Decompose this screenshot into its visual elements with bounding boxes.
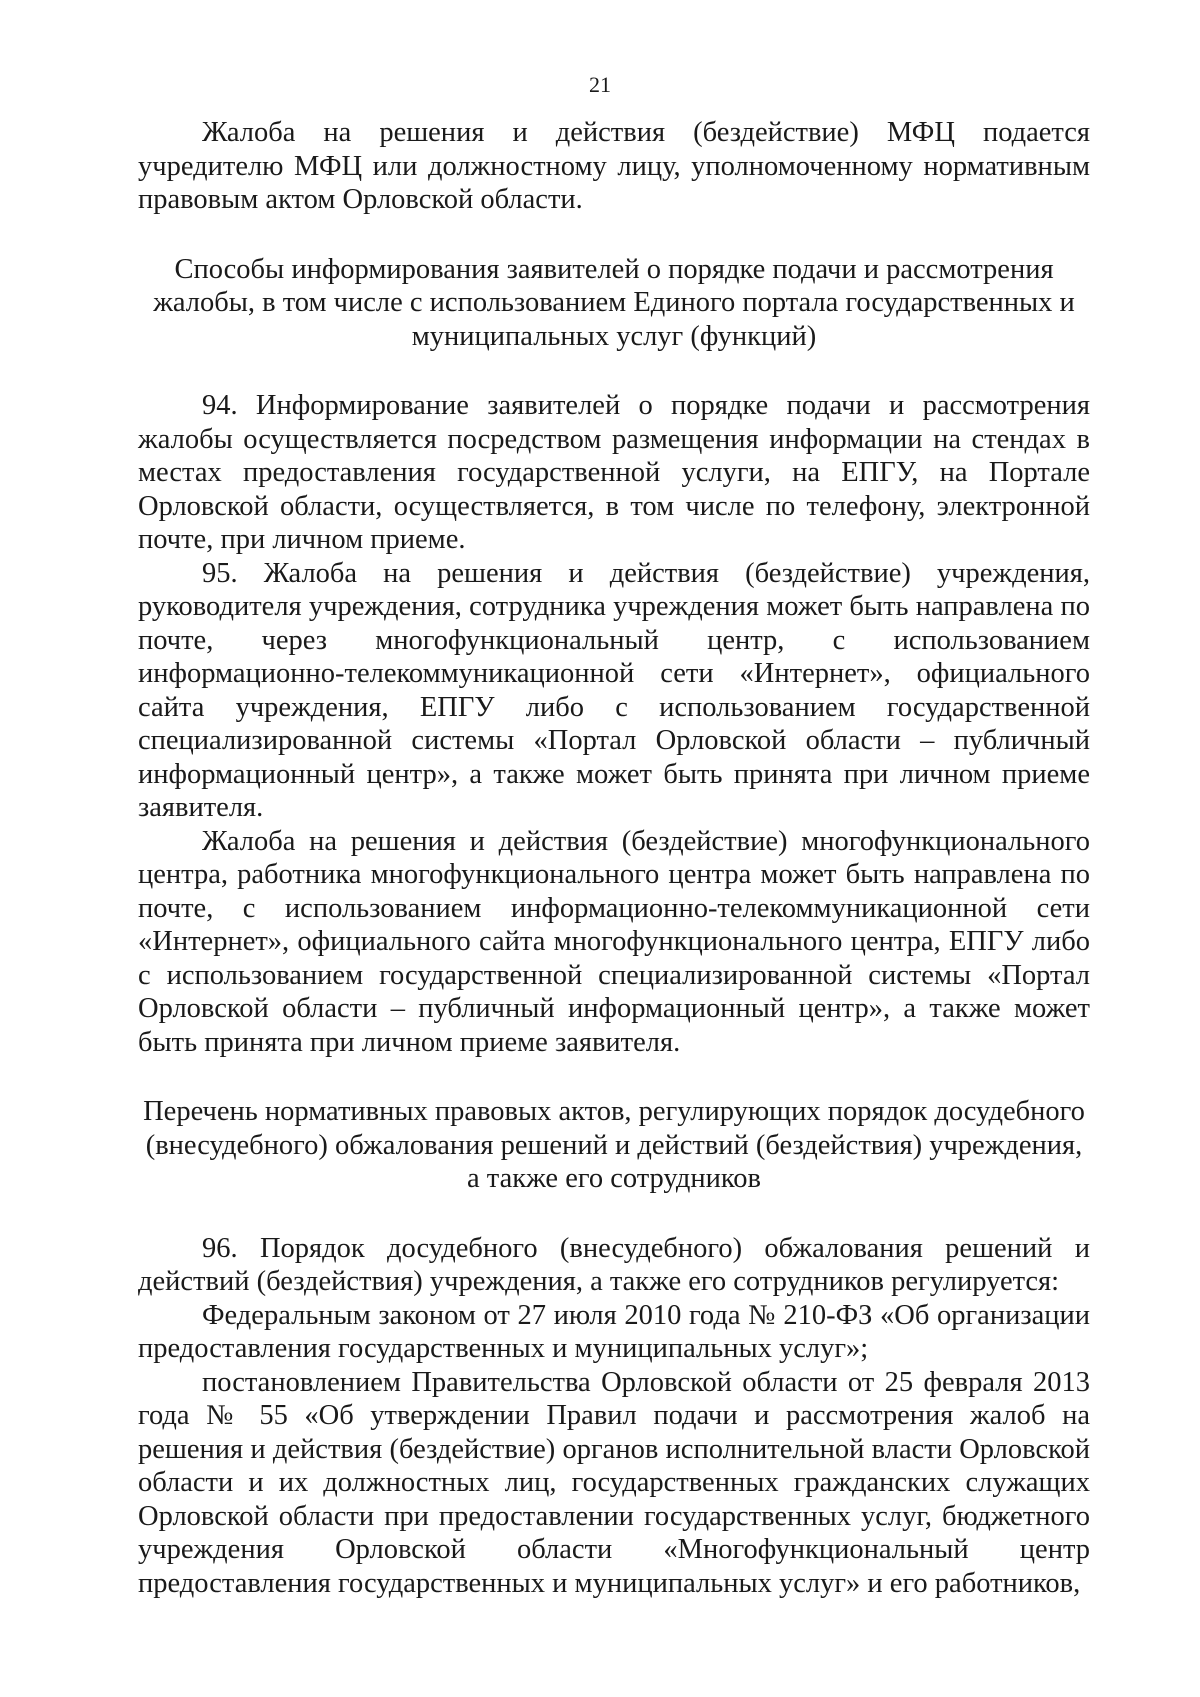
- paragraph-96: 96. Порядок досудебного (внесудебного) обжалования решений и действий (бездействия) учреждения, а также его сотрудников регулируется:: [138, 1232, 1090, 1297]
- paragraph-95: 95. Жалоба на решения и действия (бездействие) учреждения, руководителя учреждения, сотрудника учреждения может быть направлена по почте, через многофункциональный центр, с использованием информационно-телекоммуникационной сети «Интернет», официального сайта учреждения, ЕПГУ либо с использованием государственной специализированной системы «Портал Орловской области – публичный информационный центр», а также может быть принята при личном приеме заявителя.: [138, 557, 1090, 823]
- section-heading-informing: Способы информирования заявителей о порядке подачи и рассмотрения жалобы, в том числе с использованием Единого портала государственных и муниципальных услуг (функций): [153, 253, 1075, 352]
- paragraph-96-federal-law: Федеральным законом от 27 июля 2010 года № 210-ФЗ «Об организации предоставления государственных и муниципальных услуг»;: [138, 1299, 1090, 1364]
- paragraph-94: 94. Информирование заявителей о порядке подачи и рассмотрения жалобы осуществляется посредством размещения информации на стендах в местах предоставления государственной услуги, на ЕПГУ, на Портале Орловской области, осуществляется, в том числе по телефону, электронной почте, при личном приеме.: [138, 390, 1090, 555]
- paragraph-95-mfc: Жалоба на решения и действия (бездействие) многофункционального центра, работника многофункционального центра может быть направлена по почте, с использованием информационно-телекоммуникационной сети «Интернет», официального сайта многофункционального центра, ЕПГУ либо с использованием государственной специализированной системы «Портал Орловской области – публичный информационный центр», а также может быть принята при личном приеме заявителя.: [138, 825, 1090, 1058]
- page-number: 21: [589, 72, 611, 97]
- section-heading-legal-acts: Перечень нормативных правовых актов, регулирующих порядок досудебного (внесудебного) обжалования решений и действий (бездействия) учреждения, а также его сотрудников: [143, 1096, 1085, 1194]
- paragraph-mfc-complaint: Жалоба на решения и действия (бездействие) МФЦ подается учредителю МФЦ или должностному лицу, уполномоченному нормативным правовым актом Орловской области.: [138, 117, 1090, 215]
- paragraph-96-regional-resolution: постановлением Правительства Орловской области от 25 февраля 2013 года № 55 «Об утверждении Правил подачи и рассмотрения жалоб на решения и действия (бездействие) органов исполнительной власти Орловской области и их должностных лиц, государственных гражданских служащих Орловской области при предоставлении государственных услуг, бюджетного учреждения Орловской области «Многофункциональный центр предоставления государственных и муниципальных услуг» и его работников,: [138, 1366, 1090, 1599]
- document-body: [138, 116, 1090, 1600]
